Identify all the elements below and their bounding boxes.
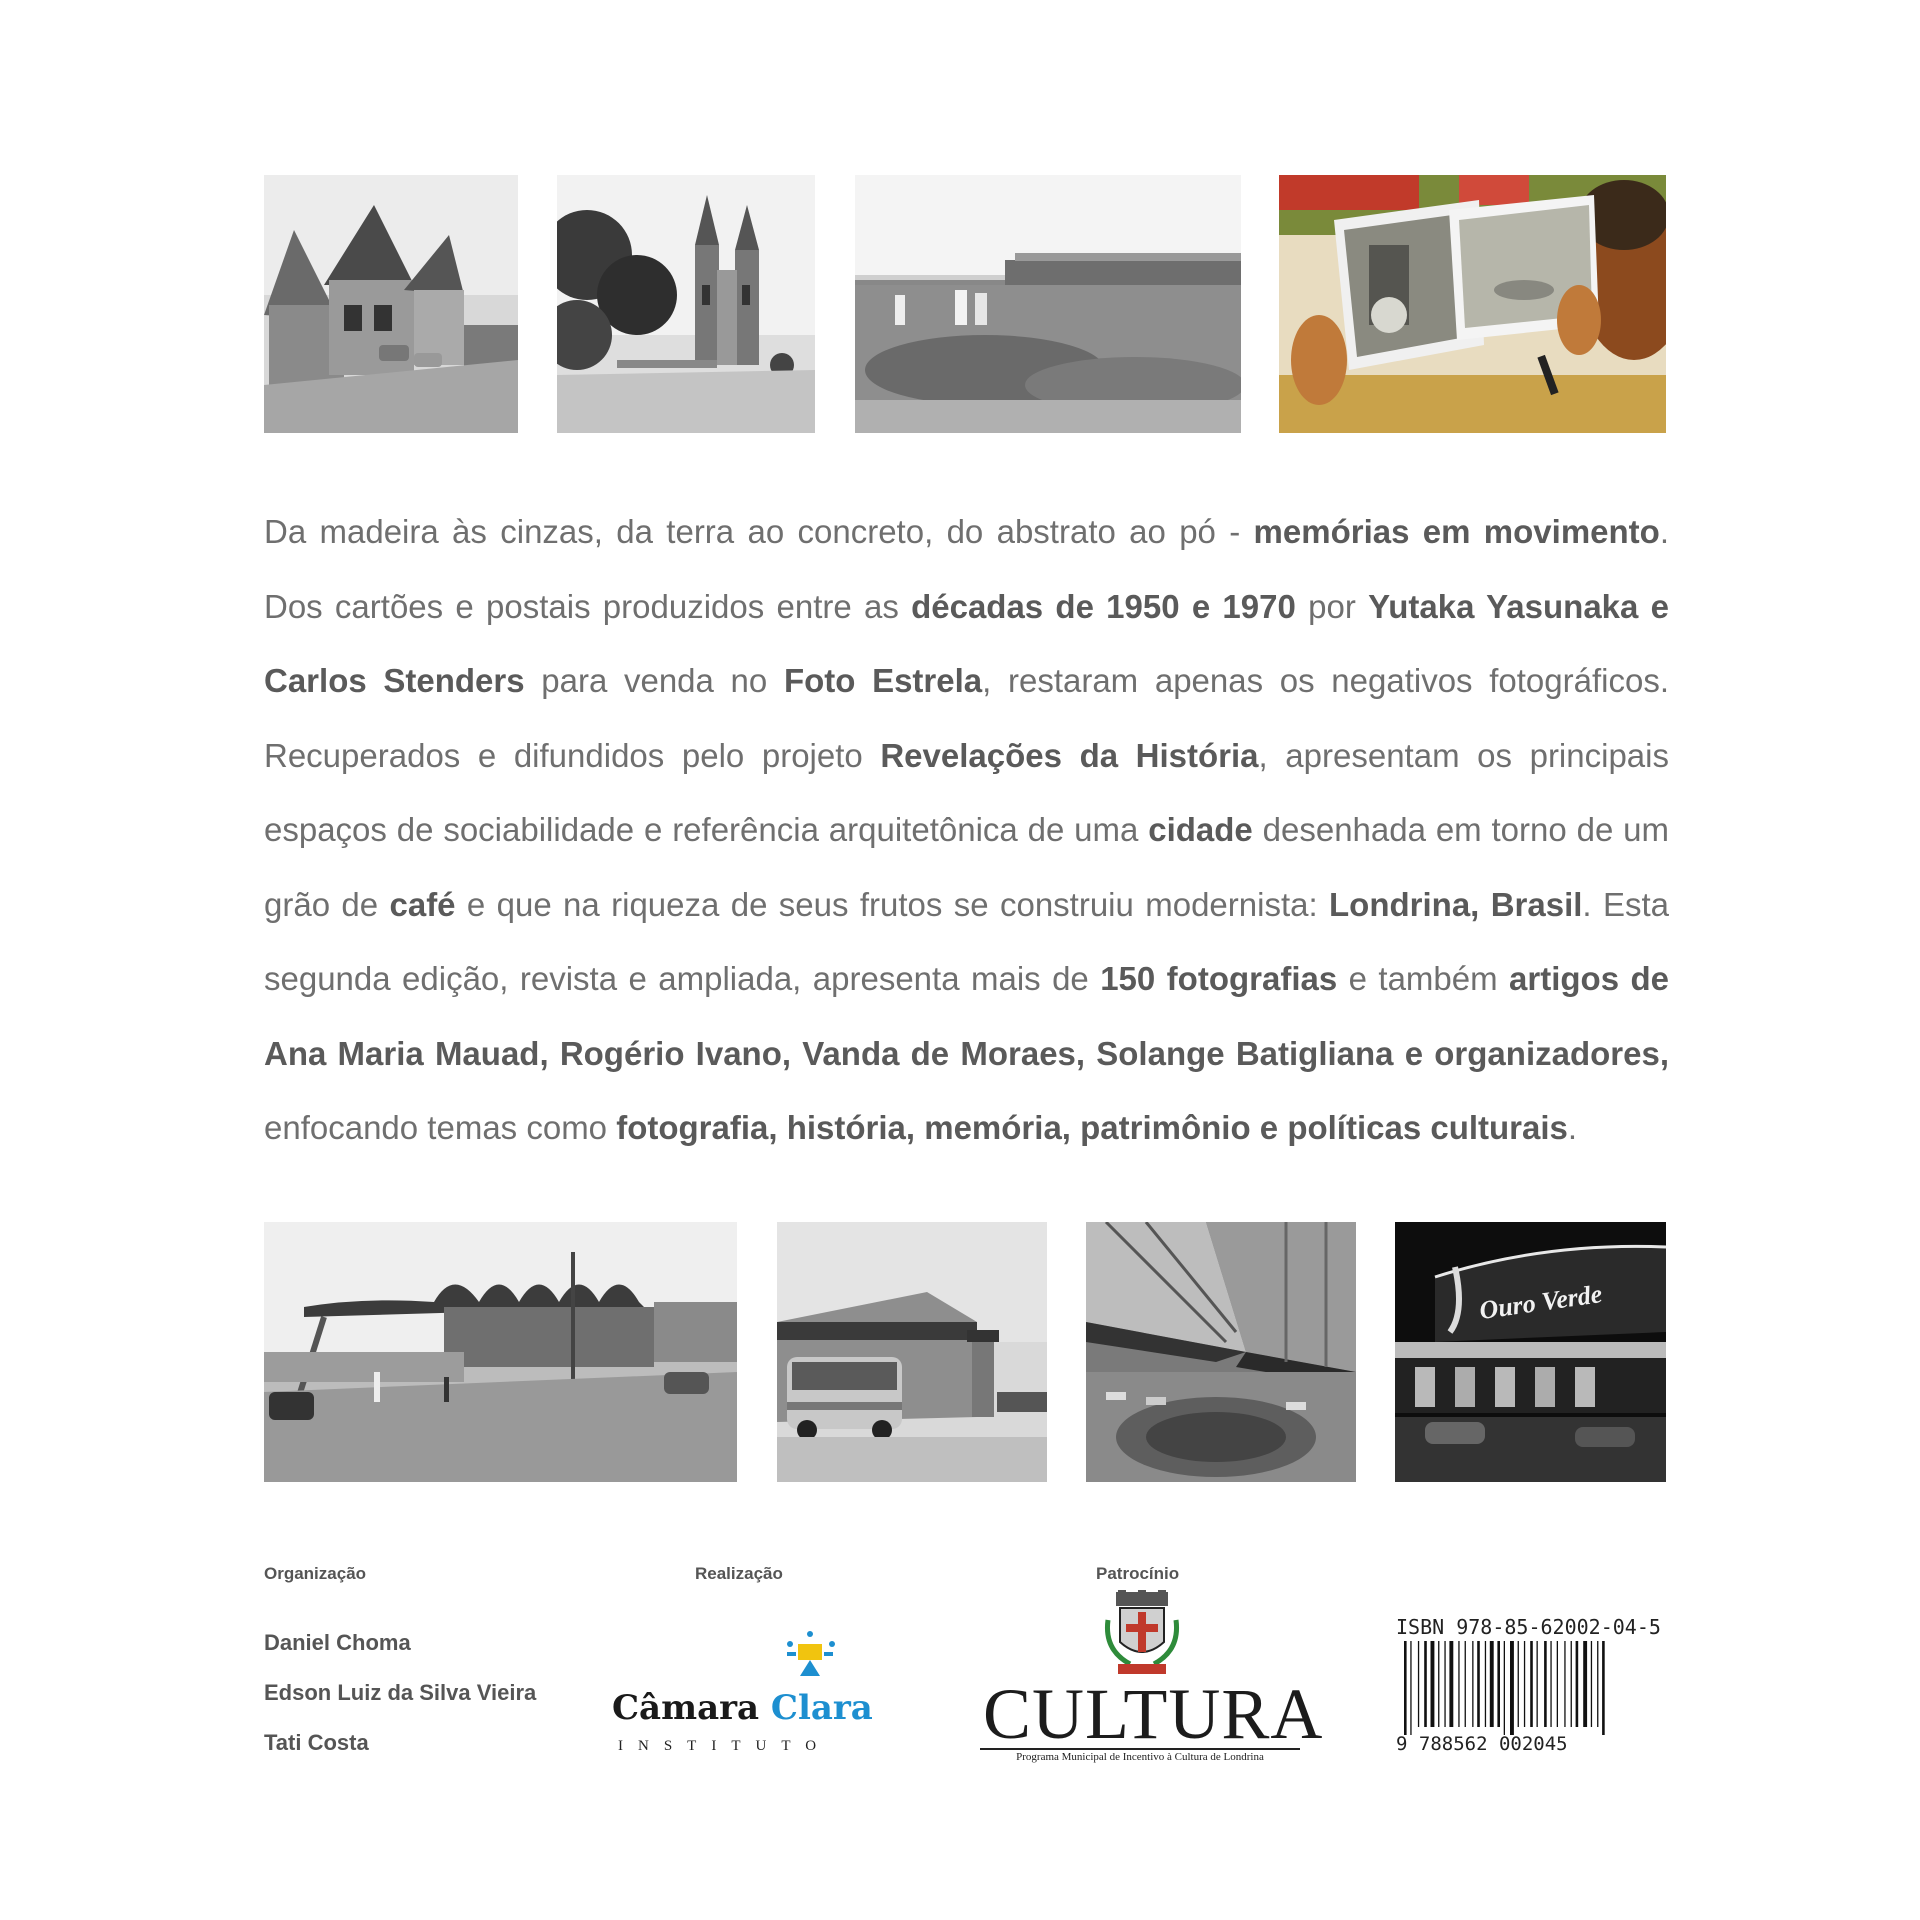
blurb-text: . [1567, 1109, 1578, 1146]
photo-coffee-drying [855, 175, 1241, 433]
blurb-text: para venda no [524, 662, 784, 699]
cultura-wordmark: CULTURA [983, 1674, 1324, 1754]
blurb-highlight: cidade [1148, 811, 1253, 848]
cultura-program-name: Programa Municipal de Incentivo à Cultura de Londrina [980, 1748, 1300, 1763]
barcode-bar [1602, 1641, 1605, 1735]
blurb-highlight: Revelações da História [880, 736, 1259, 774]
blurb-highlight: Londrina, Brasil [1329, 885, 1583, 923]
barcode-bar [1504, 1641, 1505, 1735]
blurb-text: por [1295, 587, 1369, 625]
blurb-highlight: Foto Estrela [783, 662, 983, 699]
blurb-text: desenhada em torno de um grão de [264, 811, 1669, 923]
instituto-label: INSTITUTO [618, 1738, 832, 1754]
barcode-bar [1576, 1641, 1579, 1727]
barcode-digits: 9 788562 002045 [1396, 1733, 1568, 1755]
barcode-bar [1404, 1641, 1407, 1735]
barcode-bar [1564, 1641, 1565, 1727]
blurb-text: , restaram apenas os negativos fotográficos. Recuperados e difundidos pelo projeto [264, 662, 1669, 774]
barcode-bar [1530, 1641, 1533, 1727]
barcode-bar [1424, 1641, 1427, 1727]
blurb-text: e também [1337, 960, 1510, 997]
photo-child-holding-postcard [1279, 175, 1666, 433]
barcode-bar [1597, 1641, 1598, 1727]
ouro-verde-sign: Ouro Verde [1477, 1279, 1604, 1326]
barcode-bar [1510, 1641, 1514, 1735]
barcode-bar [1591, 1641, 1592, 1727]
barcode-bar [1458, 1641, 1459, 1727]
barcode-bar [1571, 1641, 1572, 1727]
barcode-bar [1497, 1641, 1500, 1727]
barcode-bar [1431, 1641, 1435, 1727]
photo-airport-bus [777, 1222, 1047, 1482]
blurb-text: . Esta segunda edição, revista e ampliada, apresenta mais de [264, 885, 1669, 997]
barcode-bar [1537, 1641, 1538, 1727]
clara-word: Clara [770, 1688, 873, 1728]
isbn-barcode-block [1396, 1615, 1666, 1765]
photo-cathedral [557, 175, 815, 433]
barcode-bar [1518, 1641, 1519, 1727]
blurb-text: . Dos cartões e postais produzidos entre as [264, 513, 1669, 625]
blurb-text: enfocando temas como [264, 1109, 617, 1146]
photo-ouro-verde-theater-night [1395, 1222, 1666, 1482]
realizacao-heading: Realização [695, 1564, 783, 1583]
barcode-bar [1444, 1641, 1445, 1727]
barcode-bar [1490, 1641, 1494, 1727]
blurb-highlight: café [389, 885, 456, 923]
barcode-bar [1477, 1641, 1480, 1727]
barcode-bar [1557, 1641, 1558, 1727]
cultura-logo [980, 1590, 1324, 1765]
organizer-name: Tati Costa [264, 1730, 369, 1755]
barcode-bar [1583, 1641, 1587, 1727]
barcode-bar [1485, 1641, 1486, 1727]
organizer-name: Daniel Choma [264, 1630, 411, 1655]
blurb-highlight: Yutaka Yasunaka e Carlos Stenders [264, 587, 1669, 699]
barcode-bar [1438, 1641, 1439, 1727]
patrocinio-heading: Patrocínio [1096, 1564, 1180, 1583]
barcode-bar [1524, 1641, 1525, 1727]
blurb-text: , apresentam os principais espaços de sociabilidade e referência arquitetônica de uma [264, 736, 1669, 848]
blurb-highlight: artigos de Ana Maria Mauad, Rogério Ivano, Vanda de Moraes, Solange Batigliana e organizadores, [264, 960, 1669, 1072]
camara-clara-wordmark [612, 1688, 873, 1728]
camara-word: Câmara [612, 1688, 760, 1728]
barcode-graphic [1404, 1641, 1654, 1735]
organizacao-heading: Organização [264, 1564, 367, 1583]
barcode-bar [1449, 1641, 1453, 1727]
blurb-text: Da madeira às cinzas, da terra ao concreto, do abstrato ao pó - [264, 513, 1254, 550]
blurb-text: e que na riqueza de seus frutos se construiu modernista: [455, 885, 1330, 923]
blurb-highlight: memórias em movimento [1253, 513, 1660, 550]
photo-aerial-tower-block [1086, 1222, 1356, 1482]
camera-figure-icon [784, 1630, 844, 1680]
blurb-highlight: fotografia, história, memória, patrimônio e políticas culturais [616, 1109, 1568, 1146]
barcode-bar [1472, 1641, 1473, 1727]
barcode-bar [1410, 1641, 1411, 1735]
photo-wooden-houses-street [264, 175, 518, 433]
barcode-bar [1465, 1641, 1466, 1727]
barcode-bar [1418, 1641, 1419, 1727]
back-cover-description [264, 495, 1669, 1166]
organizer-name: Edson Luiz da Silva Vieira [264, 1680, 537, 1705]
barcode-bar [1550, 1641, 1551, 1727]
photo-bus-station-arches [264, 1222, 737, 1482]
blurb-highlight: 150 fotografias [1100, 960, 1338, 997]
barcode-bar [1544, 1641, 1547, 1727]
londrina-coat-of-arms-icon [1100, 1590, 1184, 1680]
camara-clara-logo [612, 1630, 872, 1760]
blurb-highlight: décadas de 1950 e 1970 [911, 587, 1296, 625]
isbn-number: ISBN 978-85-62002-04-5 [1396, 1615, 1661, 1639]
